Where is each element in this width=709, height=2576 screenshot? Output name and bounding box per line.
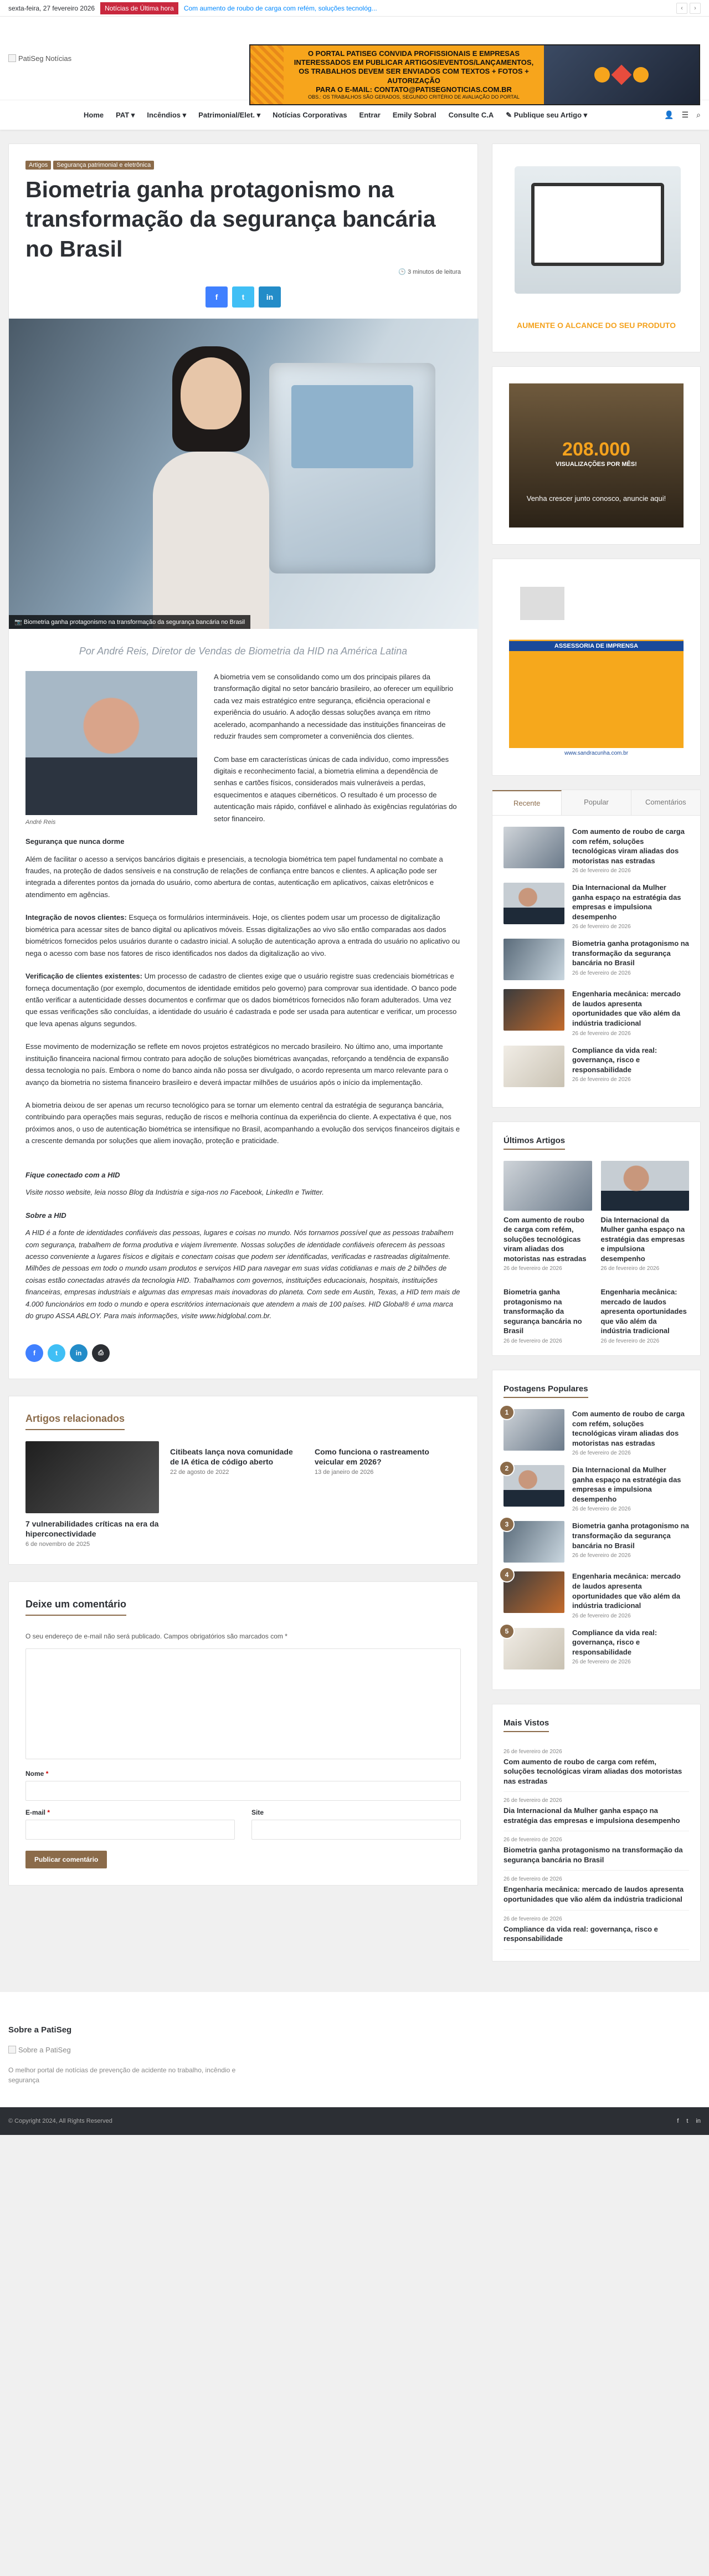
ad-illustration (544, 45, 699, 104)
paragraph: Além de facilitar o acesso a serviços bancários digitais e presenciais, a tecnologia biométrica tem papel fundamental no combate a fraudes, na proteção de dados sensíveis e na construção de relações de confiança entre bancos e clientes. A aplicação pode ser integrada a diferentes pontos da jornada do usuário, como abertura de contas, autenticação em aplicativos, caixas eletrônicos e atendimento em agências. (25, 854, 443, 899)
email-input[interactable] (25, 1820, 235, 1840)
post-title[interactable]: Dia Internacional da Mulher ganha espaço na estratégia das empresas e impulsiona desempenho (572, 883, 681, 921)
paragraph: Esqueça os formulários intermináveis. Hoje, os clientes podem usar um processo de digitalização biométrica para acessar sites de banco digital ou aplicativos móveis. Essas digitalizações ao vivo são então comparadas aos dados biométricos fornecidos pelos usuários durante o cadastro inicial. A solução de autenticação aprova a entrada do usuário no aplicativo ou nega o acesso com base nos fatores de risco identificados nos dados da digitalização ao vivo. (25, 913, 460, 957)
ad-cta: Venha crescer junto conosco, anuncie aqui! (526, 494, 666, 503)
post-title[interactable]: Engenharia mecânica: mercado de laudos apresenta oportunidades que vão além da indústria tradicional (600, 1288, 687, 1335)
facebook-share-icon[interactable]: f (205, 286, 228, 308)
search-icon[interactable]: ⌕ (696, 110, 701, 119)
facebook-share-icon[interactable]: f (25, 1344, 43, 1362)
rank-badge: 2 (499, 1461, 515, 1476)
rank-badge: 5 (499, 1624, 515, 1639)
twitter-share-icon[interactable]: t (48, 1344, 65, 1362)
post-title[interactable]: Engenharia mecânica: mercado de laudos apresenta oportunidades que vão além da indústria tradicional (572, 990, 681, 1028)
current-date: sexta-feira, 27 fevereiro 2026 (8, 4, 95, 12)
tab-popular[interactable]: Popular (562, 790, 631, 815)
nav-incendios[interactable]: Incêndios ▾ (147, 110, 187, 119)
widget-title: Mais Vistos (504, 1718, 549, 1732)
related-item[interactable] (25, 1441, 159, 1548)
paragraph: Esse movimento de modernização se reflete em novos projetos estratégicos no mercado brasileiro. No último ano, uma importante instituição financeira nacional firmou contrato para adoção de soluções biométricas avançadas, reforçando a tendência de expansão dessa tecnologia no país. Embora o nome do banco ainda não possa ser divulgado, o acordo representa um marco relevante para o avanço da biometria no sistema financeiro brasileiro e deverá impactar milhões de usuários após o início da implementação. (25, 1042, 449, 1087)
post-date: 26 de fevereiro de 2026 (504, 1748, 562, 1755)
post-title[interactable]: Biometria ganha protagonismo na transformação da segurança bancária no Brasil (504, 1288, 582, 1335)
nav-consulte-ca[interactable]: Consulte C.A (448, 110, 494, 119)
list-item[interactable] (504, 827, 689, 874)
ad-decoration (250, 45, 284, 104)
tab-comentarios[interactable]: Comentários (631, 790, 700, 815)
sidebar-ad[interactable] (492, 144, 701, 352)
related-item-title[interactable]: Como funciona o rastreamento veicular em 2026? (315, 1447, 429, 1466)
author-photo (25, 671, 197, 815)
post-title[interactable]: Com aumento de roubo de carga com refém, soluções tecnológicas viram aliadas dos motoristas nas estradas (504, 1757, 682, 1785)
post-date: 26 de fevereiro de 2026 (572, 1077, 631, 1083)
post-date: 26 de fevereiro de 2026 (504, 1876, 562, 1883)
ad-views-number: 208.000 (562, 439, 630, 460)
ad-url: www.sandracunha.com.br (509, 748, 684, 759)
paragraph-lead: Integração de novos clientes: (25, 913, 127, 922)
nav-pat[interactable]: PAT ▾ (116, 110, 135, 119)
top-bar (0, 0, 709, 17)
ad-line: PARA O E-MAIL: CONTATO@PATISEGNOTICIAS.COM.BR (316, 85, 512, 94)
post-date: 26 de fevereiro de 2026 (572, 1659, 631, 1666)
sidebar-ad[interactable] (492, 366, 701, 545)
author-caption: André Reis (25, 818, 56, 826)
post-title[interactable]: Dia Internacional da Mulher ganha espaço na estratégia das empresas e impulsiona desempenho (572, 1466, 681, 1503)
clock-icon: 🕒 (398, 268, 406, 275)
list-item[interactable] (504, 1871, 689, 1910)
footer-description: O melhor portal de notícias de prevenção de acidente no trabalho, incêndio e segurança (8, 2066, 236, 2084)
image-caption: Biometria ganha protagonismo na transformação da segurança bancária no Brasil (23, 618, 245, 626)
post-date: 26 de fevereiro de 2026 (600, 1266, 660, 1272)
nav-noticias-corporativas[interactable]: Notícias Corporativas (273, 110, 347, 119)
ad-line: INTERESSADOS EM PUBLICAR ARTIGOS/EVENTOS/LANÇAMENTOS, (294, 58, 534, 66)
nav-entrar[interactable]: Entrar (359, 110, 381, 119)
breaking-news-link[interactable]: Com aumento de roubo de carga com refém, soluções tecnológ... (183, 4, 377, 12)
post-date: 26 de fevereiro de 2026 (572, 1612, 631, 1619)
post-title[interactable]: Compliance da vida real: governança, risco e responsabilidade (572, 1628, 657, 1656)
linkedin-share-icon[interactable]: in (259, 286, 281, 308)
list-item[interactable] (601, 1161, 690, 1272)
facebook-icon[interactable]: f (677, 2117, 679, 2124)
widget-title: Últimos Artigos (504, 1136, 565, 1150)
section-heading: Sobre a HID (25, 1211, 66, 1220)
paragraph: Visite nosso website, leia nosso Blog da Indústria e siga-nos no Facebook, LinkedIn e Twitter. (25, 1188, 324, 1197)
sidebar-ad[interactable] (492, 559, 701, 776)
article (8, 144, 478, 1379)
list-item[interactable] (504, 989, 689, 1036)
latest-articles-widget (492, 1121, 701, 1356)
post-date: 26 de fevereiro de 2026 (572, 1450, 631, 1457)
broken-image-icon (8, 54, 16, 62)
ad-note: OBS.: OS TRABALHOS SÃO GERADOS, SEGUNDO CRITÉRIO DE AVALIAÇÃO DO PORTAL (308, 94, 520, 100)
ticker-next-icon[interactable]: › (690, 3, 701, 14)
post-date: 26 de fevereiro de 2026 (504, 1266, 562, 1272)
post-title[interactable]: Compliance da vida real: governança, risco e responsabilidade (504, 1924, 658, 1943)
post-title[interactable]: Compliance da vida real: governança, risco e responsabilidade (572, 1046, 657, 1074)
list-item[interactable] (504, 1409, 689, 1456)
nav-emily-sobral[interactable]: Emily Sobral (392, 110, 436, 119)
footer-logo-alt: Sobre a PatiSeg (18, 2045, 71, 2054)
site-header (0, 17, 709, 100)
camera-icon: 📷 (14, 618, 22, 626)
list-item[interactable] (504, 1743, 689, 1793)
popular-posts-widget (492, 1370, 701, 1690)
list-item[interactable] (504, 1283, 592, 1344)
paragraph: A HID é a fonte de identidades confiáveis das pessoas, lugares e coisas no mundo. Nós tornamos possível que as pessoas trabalhem com segurança, trabalhem de forma produtiva e viajem livremente. Nossas soluções de identidade confiáveis oferecem às pessoas acesso conveniente a lugares físicos e digitais e conectam coisas que podem ser identificadas, verificadas e rastreadas digitalmente. Milhões de pessoas em todo o mundo usam produtos e serviços HID para navegar em suas vidas cotidianas e mais de 2 bilhões de coisas estão conectadas através da tecnologia HID. Trabalhamos com governos, instituições educacionais, hospitais, instituições financeiras, empresas industriais e algumas das empresas mais inovadoras do planeta. Com sede em Austin, Texas, a HID tem mais de 4.000 funcionários em todo o mundo e opera escritórios internacionais que atendem a mais de 100 países. HID Global® é uma marca do grupo ASSA ABLOY. Para mais informações, visite www.hidglobal.com.br. (25, 1228, 460, 1320)
list-item[interactable] (601, 1283, 690, 1344)
related-item-date: 6 de novembro de 2025 (25, 1540, 90, 1548)
category-badge[interactable]: Artigos (25, 161, 51, 170)
post-date: 26 de fevereiro de 2026 (504, 1916, 562, 1922)
twitter-share-icon[interactable]: t (232, 286, 254, 308)
article-byline: Por André Reis, Diretor de Vendas de Biometria da HID na América Latina (79, 645, 408, 657)
related-item[interactable] (170, 1441, 304, 1548)
related-item-date: 13 de janeiro de 2026 (315, 1468, 374, 1476)
site-footer (0, 1992, 709, 2107)
post-title[interactable]: Engenharia mecânica: mercado de laudos apresenta oportunidades que vão além da indústria tradicional (572, 1572, 681, 1610)
paragraph: Com base em características únicas de cada indivíduo, como impressões digitais e reconhecimento facial, a biometria elimina a dependência de senhas e cartões físicos, considerados mais vulneráveis a perdas, esquecimentos e ataques cibernéticos. O resultado é um processo de autenticação mais rápido, confiável e alinhado às exigências regulatórias do setor financeiro. (214, 755, 457, 823)
nav-publique-artigo[interactable]: ✎ Publique seu Artigo ▾ (506, 110, 588, 119)
print-icon[interactable]: ⎙ (92, 1344, 110, 1362)
comment-form: Deixe um comentário O seu endereço de e-mail não será publicado. Campos obrigatórios são marcados com * Nome * E-mail * Site Publicar comentário (8, 1581, 478, 1886)
related-item[interactable] (315, 1441, 448, 1548)
post-title[interactable]: Biometria ganha protagonismo na transformação da segurança bancária no Brasil (572, 1522, 689, 1550)
copyright-bar (0, 2107, 709, 2135)
user-icon[interactable]: 👤 (664, 110, 674, 119)
site-input[interactable] (251, 1820, 461, 1840)
tab-recente[interactable]: Recente (492, 790, 562, 815)
post-date: 26 de fevereiro de 2026 (572, 1030, 631, 1037)
linkedin-share-icon[interactable]: in (70, 1344, 88, 1362)
list-item[interactable] (504, 883, 689, 930)
comment-textarea[interactable] (25, 1648, 461, 1759)
related-articles (8, 1396, 478, 1565)
ticker-prev-icon[interactable]: ‹ (676, 3, 687, 14)
ad-views-label: VISUALIZAÇÕES POR MÊS! (556, 461, 637, 468)
ad-line: OS TRABALHOS DEVEM SER ENVIADOS COM TEXTOS + FOTOS + AUTORIZAÇÃO (299, 67, 529, 85)
broken-image-icon (8, 2046, 16, 2053)
post-date: 26 de fevereiro de 2026 (572, 1553, 631, 1559)
post-date: 26 de fevereiro de 2026 (600, 1338, 660, 1345)
ad-text: AUMENTE O ALCANCE DO SEU PRODUTO (516, 321, 676, 330)
tabbed-posts (492, 790, 701, 1108)
post-title[interactable]: Biometria ganha protagonismo na transformação da segurança bancária no Brasil (572, 939, 689, 967)
site-label: Site (251, 1808, 264, 1816)
widget-title: Postagens Populares (504, 1384, 588, 1398)
featured-image (9, 319, 479, 629)
submit-comment-button[interactable]: Publicar comentário (25, 1851, 107, 1868)
comment-note: O seu endereço de e-mail não será publicado. Campos obrigatórios são marcados com * (25, 1632, 287, 1640)
list-item[interactable] (504, 1911, 689, 1950)
related-item-title[interactable]: 7 vulnerabilidades críticas na era da hiperconectividade (25, 1519, 159, 1538)
paragraph: Um processo de cadastro de clientes exige que o usuário registre suas credenciais biométricas e forneça documentação (por exemplo, documentos de identidade emitidos pelo governo) para comprovar sua identidade. O banco pode então verificar a autenticidade desses documentos e confirmar que os dados biométricos fornecidos não foram adulterados. Uma vez que essas verificações são concluídas, a identidade do usuário é cadastrada e pode ser usada para autenticar e verificar, um processo que leva apenas alguns segundos. (25, 972, 457, 1028)
ad-line: O PORTAL PATISEG CONVIDA PROFISSIONAIS E EMPRESAS (307, 49, 520, 58)
list-item[interactable] (504, 1571, 689, 1619)
linkedin-icon[interactable]: in (696, 2117, 701, 2124)
post-title[interactable]: Com aumento de roubo de carga com refém, soluções tecnológicas viram aliadas dos motoristas nas estradas (572, 1410, 685, 1447)
paragraph: A biometria vem se consolidando como um dos principais pilares da transformação digital no setor bancário brasileiro, ao oferecer um equilíbrio cada vez mais estratégico entre segurança, eficiência operacional e experiência do usuário. A adoção dessas soluções avança em ritmo acelerado, acompanhando a necessidade das instituições financeiras de reduzir fraudes sem comprometer a conveniência dos clientes. (214, 672, 454, 741)
footer-logo[interactable] (8, 2046, 701, 2054)
post-title[interactable]: Com aumento de roubo de carga com refém, soluções tecnológicas viram aliadas dos motoristas nas estradas (572, 827, 685, 865)
header-banner-ad[interactable] (249, 44, 700, 105)
post-date: 26 de fevereiro de 2026 (572, 1506, 631, 1513)
nav-home[interactable]: Home (84, 110, 104, 119)
site-logo[interactable] (8, 47, 152, 69)
logo-alt-text: PatiSeg Notícias (18, 54, 72, 63)
post-title[interactable]: Dia Internacional da Mulher ganha espaço na estratégia das empresas e impulsiona desempenho (504, 1806, 680, 1825)
post-title[interactable]: Biometria ganha protagonismo na transformação da segurança bancária no Brasil (504, 1846, 683, 1864)
email-label: E-mail (25, 1808, 46, 1816)
copyright-text: © Copyright 2024, All Rights Reserved (8, 2117, 112, 2124)
paragraph: A biometria deixou de ser apenas um recurso tecnológico para se tornar um elemento central da estratégia de segurança bancária, contribuindo para operações mais seguras, redução de riscos e melhoria contínua da experiência do cliente. A expectativa é que, nos próximos anos, o uso de autenticação biométrica se intensifique no Brasil, acompanhando a evolução dos serviços financeiros digitais e a crescente demanda por soluções que aliem inovação, proteção e praticidade. (25, 1101, 460, 1145)
twitter-icon[interactable]: t (686, 2117, 689, 2124)
nav-patrimonial[interactable]: Patrimonial/Elet. ▾ (198, 110, 261, 119)
article-body (9, 671, 477, 1322)
article-title: Biometria ganha protagonismo na transformação da segurança bancária no Brasil (25, 177, 436, 262)
name-input[interactable] (25, 1781, 461, 1801)
most-viewed-widget (492, 1704, 701, 1962)
post-date: 26 de fevereiro de 2026 (572, 970, 631, 977)
menu-icon[interactable]: ☰ (681, 110, 689, 119)
footer-title: Sobre a PatiSeg (8, 2025, 72, 2035)
list-item[interactable] (504, 1046, 689, 1087)
list-item[interactable] (504, 1831, 689, 1871)
section-heading: Fique conectado com a HID (25, 1170, 120, 1179)
related-title: Artigos relacionados (25, 1413, 125, 1430)
name-label: Nome (25, 1769, 44, 1778)
rank-badge: 3 (499, 1517, 515, 1532)
post-date: 26 de fevereiro de 2026 (572, 868, 631, 874)
paragraph-lead: Verificação de clientes existentes: (25, 972, 142, 981)
post-date: 26 de fevereiro de 2026 (504, 1837, 562, 1843)
category-badge[interactable]: Segurança patrimonial e eletrônica (53, 161, 154, 170)
post-date: 26 de fevereiro de 2026 (504, 1338, 562, 1345)
post-title[interactable]: Dia Internacional da Mulher ganha espaço na estratégia das empresas e impulsiona desempenho (600, 1215, 685, 1263)
breaking-news-label: Notícias de Última hora (100, 2, 178, 14)
list-item[interactable] (504, 939, 689, 980)
related-item-date: 22 de agosto de 2022 (170, 1468, 229, 1476)
read-time: 3 minutos de leitura (408, 268, 461, 275)
section-heading: Segurança que nunca dorme (25, 837, 125, 846)
list-item[interactable] (504, 1628, 689, 1669)
rank-badge: 4 (499, 1567, 515, 1583)
list-item[interactable] (504, 1792, 689, 1831)
related-item-title[interactable]: Citibeats lança nova comunidade de IA ética de código aberto (170, 1447, 293, 1466)
post-date: 26 de fevereiro de 2026 (572, 924, 631, 930)
comment-title: Deixe um comentário (25, 1599, 126, 1616)
related-thumbnail[interactable] (25, 1441, 159, 1513)
list-item[interactable] (504, 1465, 689, 1512)
list-item[interactable] (504, 1521, 689, 1563)
rank-badge: 1 (499, 1405, 515, 1420)
post-title[interactable]: Com aumento de roubo de carga com refém, soluções tecnológicas viram aliadas dos motoristas nas estradas (504, 1215, 587, 1263)
post-date: 26 de fevereiro de 2026 (504, 1797, 562, 1804)
ad-heading: ASSESSORIA DE IMPRENSA (509, 641, 684, 651)
post-title[interactable]: Engenharia mecânica: mercado de laudos apresenta oportunidades que vão além da indústria tradicional (504, 1885, 684, 1903)
list-item[interactable] (504, 1161, 592, 1272)
